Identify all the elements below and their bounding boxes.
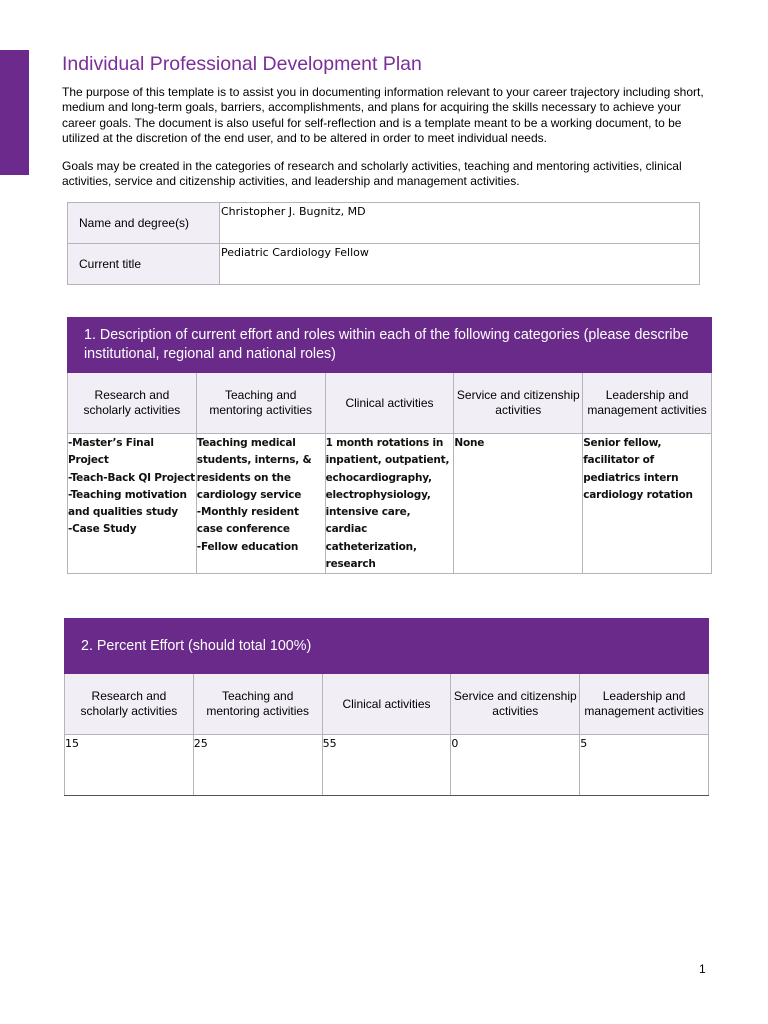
percent-effort-table: [64, 618, 709, 796]
name-label: Name and degree(s): [68, 203, 220, 244]
col-clinical-header: Clinical activities: [325, 373, 454, 434]
teaching-description[interactable]: Teaching medical students, interns, & residents on the cardiology service -Monthly resident case conference -Fellow education: [196, 434, 325, 574]
name-row: [68, 203, 700, 244]
teaching-percent[interactable]: 25: [193, 735, 322, 796]
col-service-header: Service and citizenship activities: [454, 373, 583, 434]
col-research-header: Research and scholarly activities: [68, 373, 197, 434]
section2-column-headers: [65, 674, 709, 735]
effort-description-table: [67, 317, 712, 574]
name-title-table: [67, 202, 700, 285]
side-accent-bar: [0, 50, 29, 175]
leadership-description[interactable]: Senior fellow, facilitator of pediatrics intern cardiology rotation: [583, 434, 712, 574]
research-percent[interactable]: 15: [65, 735, 194, 796]
service-percent[interactable]: 0: [451, 735, 580, 796]
section1-column-headers: [68, 373, 712, 434]
name-value[interactable]: Christopher J. Bugnitz, MD: [220, 203, 700, 244]
clinical-percent[interactable]: 55: [322, 735, 451, 796]
page-number: 1: [699, 962, 706, 976]
section2-values-row: [65, 735, 709, 796]
section1-heading: 1. Description of current effort and roles within each of the following categories (please describe institutional, regional and national roles): [68, 318, 712, 373]
research-description[interactable]: -Master’s Final Project -Teach-Back QI Project -Teaching motivation and qualities study -Case Study: [68, 434, 197, 574]
current-title-value[interactable]: Pediatric Cardiology Fellow: [220, 244, 700, 285]
col-service-header: Service and citizenship activities: [451, 674, 580, 735]
intro-paragraph: The purpose of this template is to assist you in documenting information relevant to your career trajectory including short, medium and long-term goals, barriers, accomplishments, and plans for acquiring the skills necessary to achieve your career goals. The document is also useful for self-reflection and is a template meant to be a working document, to be utilized at the discretion of the end user, and to be altered in order to meet individual needs.: [62, 85, 704, 145]
clinical-description[interactable]: 1 month rotations in inpatient, outpatient, echocardiography, electrophysiology, intensive care, cardiac catheterization, research: [325, 434, 454, 574]
page-title: Individual Professional Development Plan: [62, 53, 422, 75]
col-leadership-header: Leadership and management activities: [583, 373, 712, 434]
service-description[interactable]: None: [454, 434, 583, 574]
goals-paragraph: Goals may be created in the categories of research and scholarly activities, teaching and mentoring activities, clinical activities, service and citizenship activities, and leadership and management activities.: [62, 159, 682, 189]
col-teaching-header: Teaching and mentoring activities: [196, 373, 325, 434]
section2-heading: 2. Percent Effort (should total 100%): [65, 619, 709, 674]
section1-values-row: [68, 434, 712, 574]
current-title-label: Current title: [68, 244, 220, 285]
leadership-percent[interactable]: 5: [580, 735, 709, 796]
col-leadership-header: Leadership and management activities: [580, 674, 709, 735]
col-research-header: Research and scholarly activities: [65, 674, 194, 735]
title-row: [68, 244, 700, 285]
col-teaching-header: Teaching and mentoring activities: [193, 674, 322, 735]
col-clinical-header: Clinical activities: [322, 674, 451, 735]
